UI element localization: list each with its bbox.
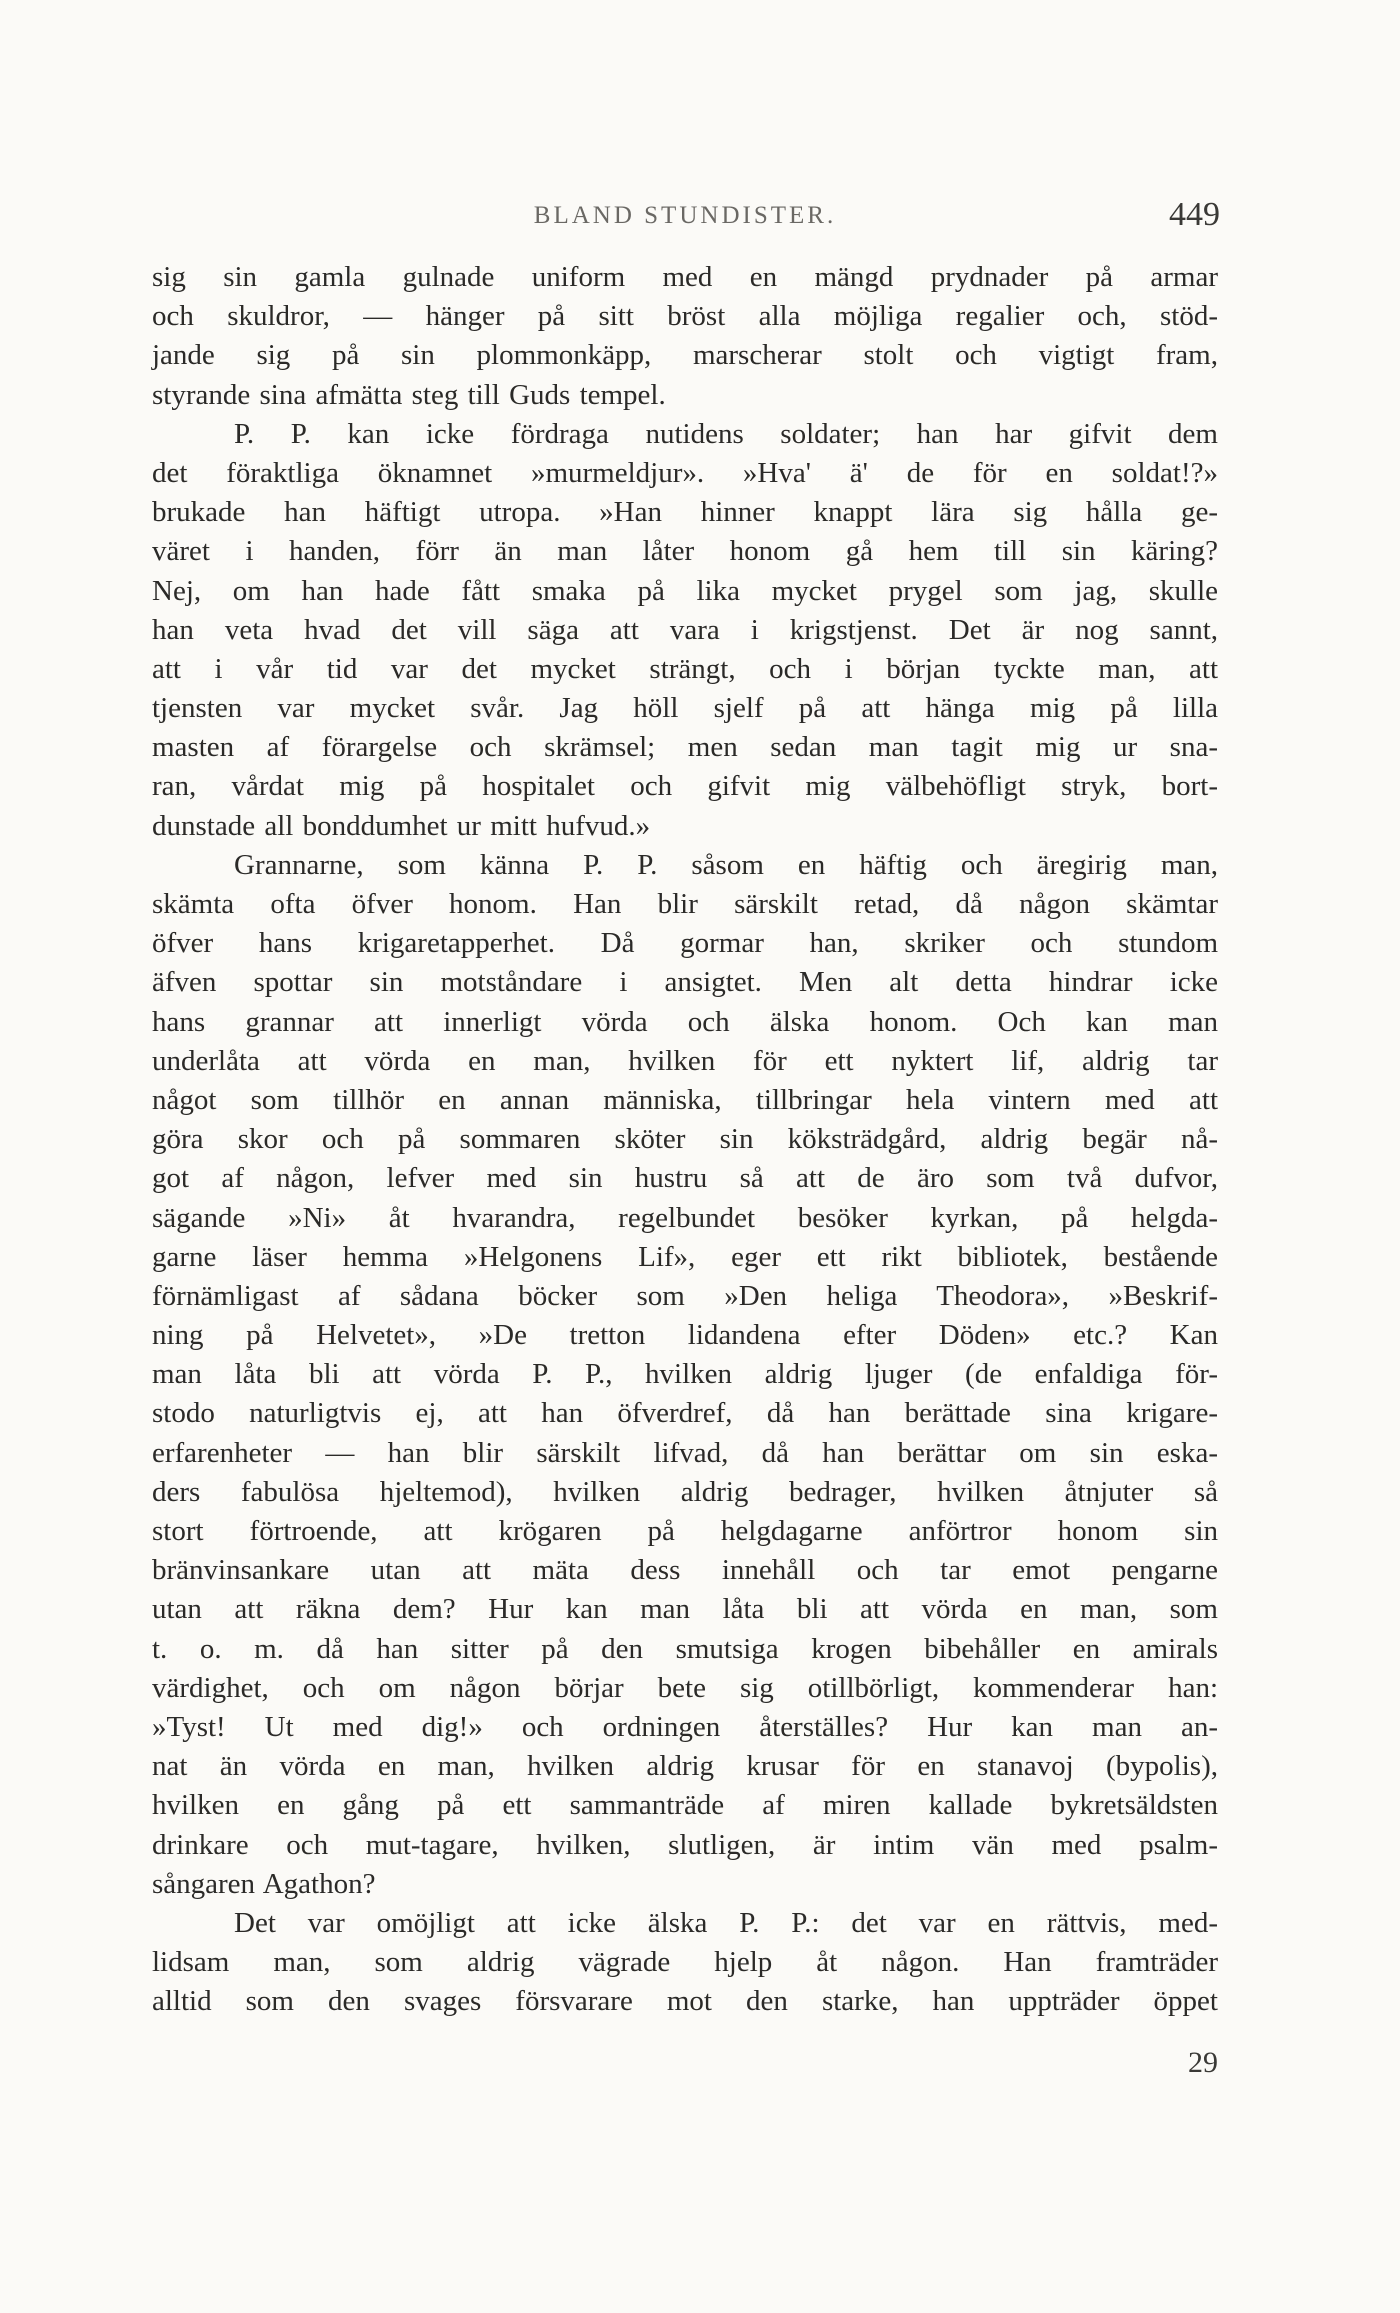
text-line: värdighet, och om någon börjar bete sig otillbörligt, kommenderar han:: [152, 1671, 1218, 1704]
text-line: skämta ofta öfver honom. Han blir särskilt retad, då någon skämtar: [152, 888, 1218, 920]
text-line: och skuldror, — hänger på sitt bröst alla möjliga regalier och, stöd-: [152, 300, 1218, 333]
text-line: garne läser hemma »Helgonens Lif», eger ett rikt bibliotek, bestående: [152, 1240, 1218, 1273]
text-line: drinkare och mut-tagare, hvilken, slutligen, är intim vän med psalm-: [152, 1828, 1218, 1861]
text-line: sångaren Agathon?: [152, 1867, 376, 1900]
text-line: nat än vörda en man, hvilken aldrig krusar för en stanavoj (bypolis),: [152, 1750, 1218, 1783]
text-line: ning på Helvetet», »De tretton lidandena efter Döden» etc.? Kan: [152, 1319, 1218, 1352]
text-line: förnämligast af sådana böcker som »Den heliga Theodora», »Beskrif-: [152, 1279, 1218, 1312]
text-line: sägande »Ni» åt hvarandra, regelbundet besöker kyrkan, på helgda-: [152, 1201, 1218, 1234]
running-head: [150, 196, 1220, 236]
signature-mark: 29: [1188, 2046, 1218, 2079]
text-line: hvilken en gång på ett sammanträde af miren kallade bykretsäldsten: [152, 1789, 1218, 1822]
text-line: att i vår tid var det mycket strängt, och i början tyckte man, att: [152, 652, 1218, 685]
text-line: bränvinsankare utan att mäta dess innehåll och tar emot pengarne: [152, 1554, 1218, 1587]
text-line: dunstade all bonddumhet ur mitt hufvud.»: [152, 809, 651, 842]
text-line: det föraktliga öknamnet »murmeldjur». »Hva' ä' de för en soldat!?»: [152, 456, 1218, 489]
page-number: 449: [1169, 196, 1220, 233]
text-line: utan att räkna dem? Hur kan man låta bli att vörda en man, som: [152, 1593, 1218, 1626]
text-line: något som tillhör en annan människa, tillbringar hela vintern med att: [152, 1083, 1218, 1116]
text-line: brukade han häftigt utropa. »Han hinner knappt lära sig hålla ge-: [152, 496, 1218, 529]
text-line: P. P. kan icke fördraga nutidens soldater; han har gifvit dem: [234, 417, 1218, 450]
text-line: t. o. m. då han sitter på den smutsiga krogen bibehåller en amirals: [152, 1632, 1218, 1665]
text-line: tjensten var mycket svår. Jag höll sjelf på att hänga mig på lilla: [152, 692, 1218, 725]
text-line: göra skor och på sommaren sköter sin köksträdgård, aldrig begär nå-: [152, 1123, 1218, 1156]
text-line: got af någon, lefver med sin hustru så att de äro som två dufvor,: [152, 1162, 1218, 1195]
text-line: stodo naturligtvis ej, att han öfverdref, då han berättade sina krigare-: [152, 1397, 1218, 1430]
text-line: han veta hvad det vill säga att vara i krigstjenst. Det är nog sannt,: [152, 613, 1218, 646]
text-line: erfarenheter — han blir särskilt lifvad, då han berättar om sin eska-: [152, 1436, 1218, 1469]
text-line: Grannarne, som känna P. P. såsom en häftig och äregirig man,: [234, 848, 1218, 881]
text-line: ran, vårdat mig på hospitalet och gifvit mig välbehöfligt stryk, bort-: [152, 770, 1218, 803]
text-line: öfver hans krigaretapperhet. Då gormar han, skriker och stundom: [152, 927, 1218, 960]
text-line: alltid som den svages försvarare mot den starke, han uppträder öppet: [152, 1985, 1218, 2018]
text-line: hans grannar att innerligt vörda och älska honom. Och kan man: [152, 1005, 1218, 1038]
text-line: jande sig på sin plommonkäpp, marscherar stolt och vigtigt fram,: [152, 339, 1218, 372]
text-line: lidsam man, som aldrig vägrade hjelp åt någon. Han framträder: [152, 1946, 1218, 1979]
text-line: underlåta att vörda en man, hvilken för ett nyktert lif, aldrig tar: [152, 1044, 1218, 1077]
text-line: ders fabulösa hjeltemod), hvilken aldrig bedrager, hvilken åtnjuter så: [152, 1475, 1218, 1508]
text-line: äfven spottar sin motståndare i ansigtet. Men alt detta hindrar icke: [152, 966, 1218, 999]
text-line: väret i handen, förr än man låter honom gå hem till sin käring?: [152, 535, 1218, 568]
text-line: Det var omöjligt att icke älska P. P.: det var en rättvis, med-: [234, 1906, 1218, 1939]
text-line: Nej, om han hade fått smaka på lika mycket prygel som jag, skulle: [152, 574, 1218, 607]
text-line: styrande sina afmätta steg till Guds tempel.: [152, 378, 666, 411]
text-line: »Tyst! Ut med dig!» och ordningen återställes? Hur kan man an-: [152, 1710, 1218, 1743]
text-line: masten af förargelse och skrämsel; men sedan man tagit mig ur sna-: [152, 731, 1218, 764]
body-text: [152, 258, 1218, 2021]
text-line: stort förtroende, att krögaren på helgdagarne anförtror honom sin: [152, 1515, 1218, 1547]
text-line: sig sin gamla gulnade uniform med en mängd prydnader på armar: [152, 261, 1218, 293]
text-line: man låta bli att vörda P. P., hvilken aldrig ljuger (de enfaldiga för-: [152, 1358, 1218, 1391]
running-title: BLAND STUNDISTER.: [533, 202, 837, 229]
